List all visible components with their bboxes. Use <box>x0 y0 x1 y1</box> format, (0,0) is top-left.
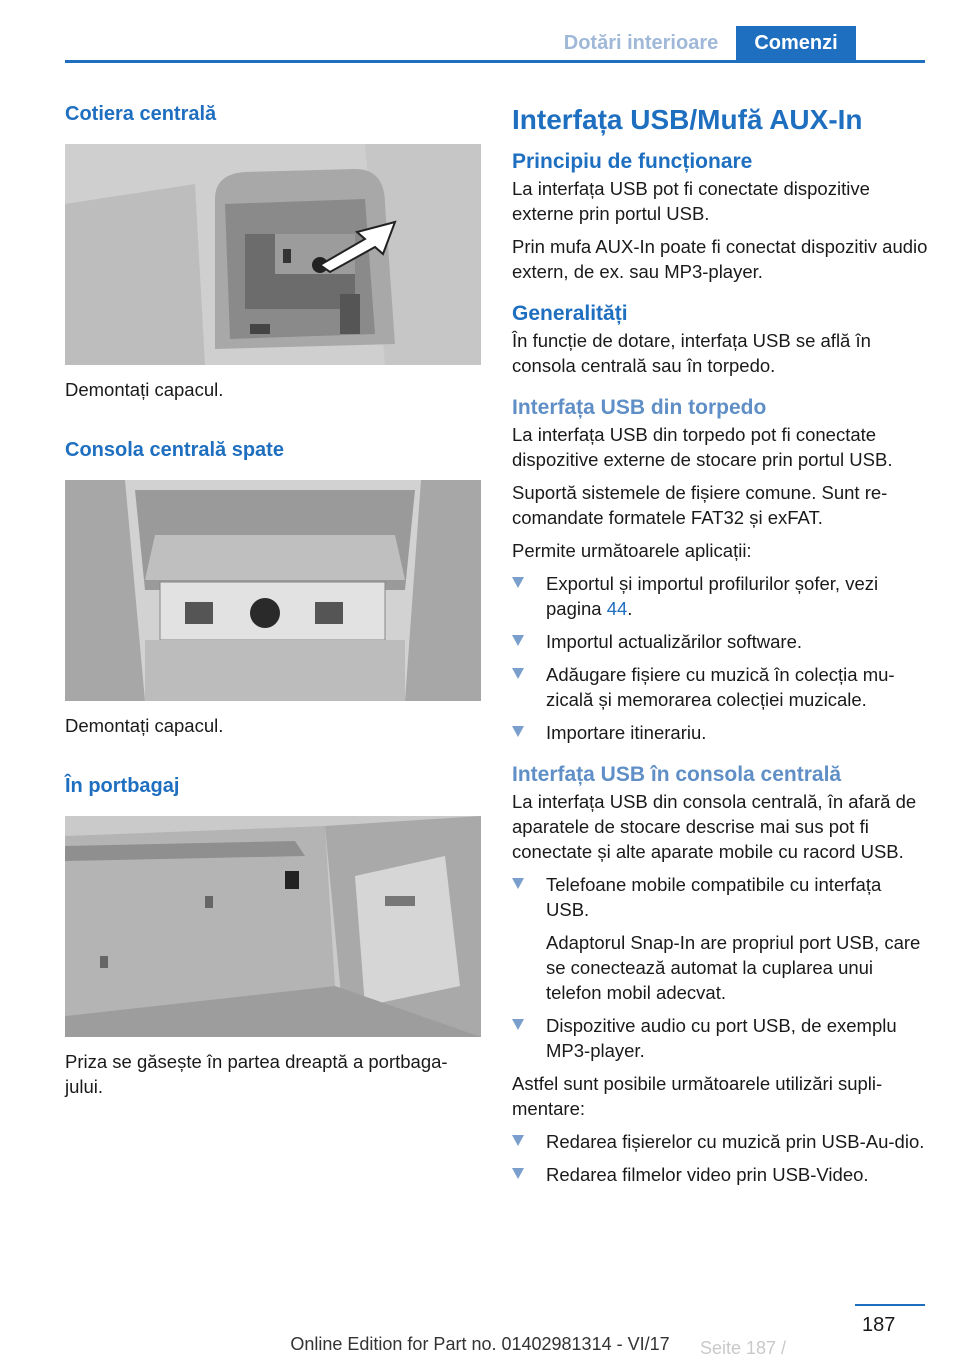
rear-console-photo <box>65 480 481 701</box>
list-item: Adăugare fișiere cu muzică în colecția mu-zicală și memorarea colecției muzicale. <box>512 662 928 712</box>
general-title: Generalități <box>512 302 628 325</box>
torpedo-list <box>512 571 928 745</box>
triangle-bullet-icon <box>512 878 524 889</box>
triangle-bullet-icon <box>512 1168 524 1179</box>
tab-comenzi[interactable]: Comenzi <box>736 26 856 60</box>
principle-title: Principiu de funcționare <box>512 150 753 173</box>
page-header <box>0 0 960 62</box>
list-item: Redarea fișierelor cu muzică prin USB-Au-dio. <box>512 1129 928 1154</box>
principle-p1: La interfața USB pot fi conectate dispozitive externe prin portul USB. <box>512 178 870 224</box>
list-item-note: Adaptorul Snap-In are propriul port USB, care se conectează automat la cuplarea unui telefon mobil adecvat. <box>546 932 921 1003</box>
section-title-trunk: În portbagaj <box>65 775 180 797</box>
armrest-photo <box>65 144 481 365</box>
console-p2: Astfel sunt posibile următoarele utilizări supli-mentare: <box>512 1073 883 1119</box>
tab-dotari-interioare[interactable]: Dotări interioare <box>563 32 719 54</box>
torpedo-p2: Suportă sistemele de fișiere comune. Sunt re-comandate formatele FAT32 și exFAT. <box>512 482 888 528</box>
usb-aux-title: Interfața USB/Mufă AUX-In <box>512 104 863 135</box>
armrest-caption: Demontați capacul. <box>65 379 224 400</box>
triangle-bullet-icon <box>512 1019 524 1030</box>
triangle-bullet-icon <box>512 726 524 737</box>
list-item: Telefoane mobile compatibile cu interfața USB. Adaptorul Snap-In are propriul port USB, care se conectează automat la cuplarea unui telefon mobil adecvat. <box>512 872 928 1005</box>
edition-footer: Online Edition for Part no. 01402981314 - VI/17 <box>290 1334 670 1354</box>
list-item: Redarea filmelor video prin USB-Video. <box>512 1162 928 1187</box>
torpedo-p1: La interfața USB din torpedo pot fi conectate dispozitive externe de stocare prin portul USB. <box>512 424 893 470</box>
console-title: Interfața USB în consola centrală <box>512 763 842 786</box>
triangle-bullet-icon <box>512 577 524 588</box>
left-column <box>65 100 481 1099</box>
general-p1: În funcție de dotare, interfața USB se află în consola centrală sau în torpedo. <box>512 330 871 376</box>
trunk-photo <box>65 816 481 1037</box>
rear-console-caption: Demontați capacul. <box>65 715 224 736</box>
page-number: 187 <box>862 1314 896 1336</box>
triangle-bullet-icon <box>512 635 524 646</box>
console-list <box>512 872 928 1063</box>
footer-rule <box>855 1304 925 1306</box>
trunk-caption: Priza se găsește în partea dreaptă a portbaga-jului. <box>65 1051 448 1097</box>
watermark: Seite 187 / <box>700 1338 787 1358</box>
section-title-rear-console: Consola centrală spate <box>65 439 284 461</box>
list-item: Importare itinerariu. <box>512 720 928 745</box>
principle-p2: Prin mufa AUX-In poate fi conectat dispozitiv audio extern, de ex. sau MP3-player. <box>512 236 928 282</box>
page-link[interactable]: 44 <box>606 598 628 619</box>
torpedo-title: Interfața USB din torpedo <box>512 396 767 419</box>
console-p1: La interfața USB din consola centrală, în afară de aparatele de stocare descrise mai sus pot fi conectate și alte aparate mobile cu racord USB. <box>512 791 917 862</box>
triangle-bullet-icon <box>512 1135 524 1146</box>
list-item: Exportul și importul profilurilor șofer, vezi pagina 44. <box>512 571 928 621</box>
triangle-bullet-icon <box>512 668 524 679</box>
right-column <box>512 100 928 1187</box>
list-item: Dispozitive audio cu port USB, de exemplu MP3-player. <box>512 1013 928 1063</box>
section-title-armrest: Cotiera centrală <box>65 103 217 125</box>
header-rule <box>65 60 925 63</box>
list-item: Importul actualizărilor software. <box>512 629 928 654</box>
extra-list <box>512 1129 928 1187</box>
torpedo-p3: Permite următoarele aplicații: <box>512 540 752 561</box>
